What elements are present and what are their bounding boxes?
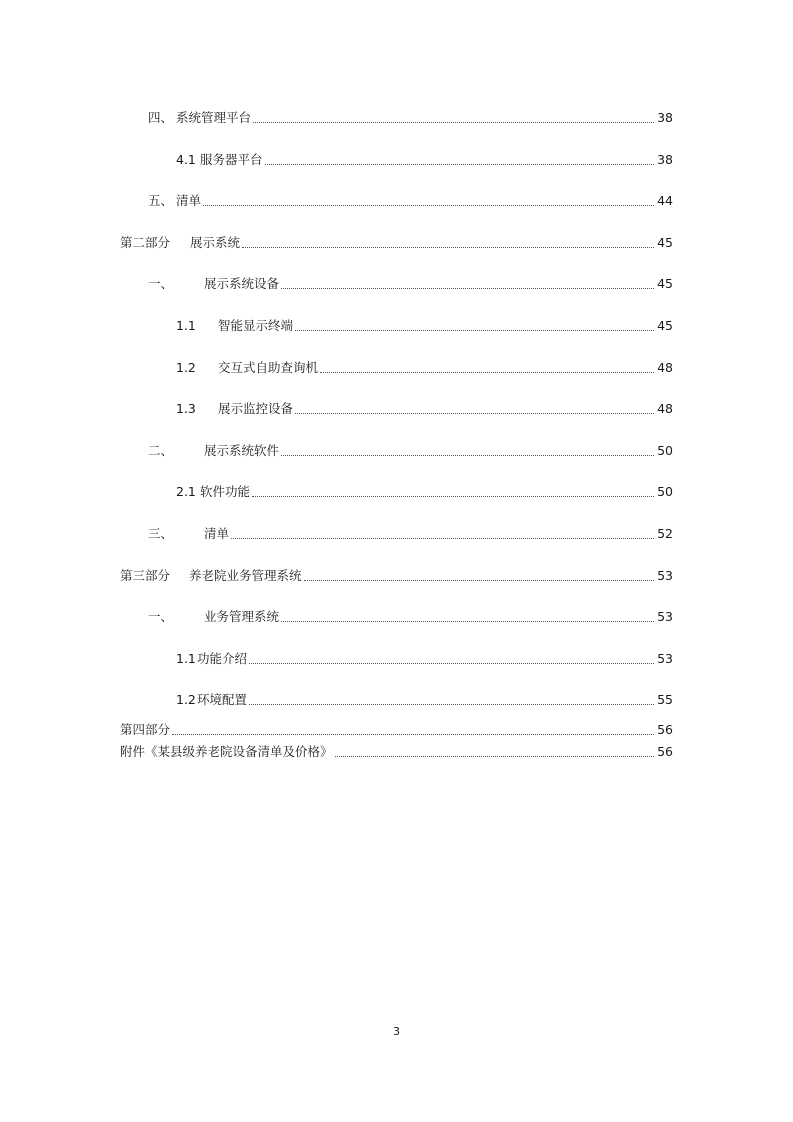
- toc-entry-page: 53: [657, 568, 673, 583]
- toc-entry[interactable]: [148, 524, 673, 544]
- toc-entry[interactable]: [176, 358, 673, 378]
- toc-dot-leader: [252, 495, 654, 497]
- toc-entry-number: 1.1: [176, 318, 196, 333]
- toc-entry-title: 养老院业务管理系统: [189, 568, 302, 583]
- toc-entry[interactable]: [148, 274, 673, 294]
- toc-entry-number: 1.2: [176, 360, 196, 375]
- toc-entry-page: 45: [657, 276, 673, 291]
- toc-dot-leader: [242, 246, 654, 248]
- toc-entry-title: 智能显示终端: [218, 318, 294, 333]
- page-number: 3: [393, 1025, 400, 1038]
- toc-entry-page: 38: [657, 152, 673, 167]
- toc-entry[interactable]: [120, 742, 673, 762]
- toc-entry-title: 服务器平台: [200, 152, 263, 167]
- toc-entry-page: 45: [657, 318, 673, 333]
- toc-entry-title: 清单: [204, 526, 230, 541]
- toc-entry[interactable]: [120, 566, 673, 586]
- toc-entry[interactable]: [176, 690, 673, 710]
- toc-entry[interactable]: [148, 607, 673, 627]
- toc-entry-title: 软件功能: [200, 484, 251, 499]
- toc-entry-title: 环境配置: [197, 692, 248, 707]
- toc-dot-leader: [320, 371, 654, 373]
- toc-entry[interactable]: [120, 233, 673, 253]
- toc-dot-leader: [304, 579, 655, 581]
- toc-dot-leader: [335, 755, 655, 757]
- toc-dot-leader: [295, 329, 654, 331]
- toc-entry[interactable]: [148, 108, 673, 128]
- toc-dot-leader: [253, 121, 654, 123]
- toc-entry-title: 第四部分: [120, 722, 171, 737]
- toc-dot-leader: [249, 703, 654, 705]
- toc-entry-page: 53: [657, 609, 673, 624]
- toc-entry[interactable]: [120, 720, 673, 740]
- toc-entry-page: 53: [657, 651, 673, 666]
- toc-dot-leader: [281, 287, 654, 289]
- toc-entry-title: 展示系统: [190, 235, 241, 250]
- toc-entry-number: 四、: [148, 110, 174, 125]
- toc-entry-number: 第二部分: [120, 235, 171, 250]
- toc-entry-page: 48: [657, 360, 673, 375]
- toc-entry-number: 4.1: [176, 152, 196, 167]
- toc-dot-leader: [172, 733, 654, 735]
- toc-entry-page: 55: [657, 692, 673, 707]
- toc-entry-number: 1.1: [176, 651, 196, 666]
- toc-entry[interactable]: [176, 316, 673, 336]
- toc-entry[interactable]: [176, 399, 673, 419]
- toc-dot-leader: [249, 662, 654, 664]
- toc-entry-title: 交互式自助查询机: [218, 360, 319, 375]
- toc-entry-page: 48: [657, 401, 673, 416]
- toc-dot-leader: [281, 454, 654, 456]
- toc-entry-page: 56: [657, 722, 673, 737]
- toc-entry[interactable]: [176, 482, 673, 502]
- toc-entry-page: 50: [657, 443, 673, 458]
- toc-entry-number: 一、: [148, 276, 174, 291]
- toc-dot-leader: [281, 620, 654, 622]
- toc-entry-page: 45: [657, 235, 673, 250]
- toc-entry[interactable]: [148, 441, 673, 461]
- toc-entry[interactable]: [176, 150, 673, 170]
- toc-entry-title: 展示监控设备: [218, 401, 294, 416]
- toc-entry-page: 56: [657, 744, 673, 759]
- toc-entry-number: 二、: [148, 443, 174, 458]
- toc-dot-leader: [203, 204, 654, 206]
- toc-entry-title: 系统管理平台: [176, 110, 252, 125]
- toc-entry-page: 50: [657, 484, 673, 499]
- toc-entry-title: 展示系统软件: [204, 443, 280, 458]
- toc-entry-page: 52: [657, 526, 673, 541]
- toc-dot-leader: [265, 163, 655, 165]
- toc-entry-page: 44: [657, 193, 673, 208]
- toc-entry-number: 1.2: [176, 692, 196, 707]
- toc-entry-number: 五、: [148, 193, 174, 208]
- toc-entry-number: 三、: [148, 526, 174, 541]
- toc-entry-number: 一、: [148, 609, 174, 624]
- toc-dot-leader: [295, 412, 654, 414]
- toc-entry-title: 展示系统设备: [204, 276, 280, 291]
- toc-entry[interactable]: [148, 191, 673, 211]
- toc-entry-title: 功能介绍: [197, 651, 248, 666]
- toc-entry-number: 2.1: [176, 484, 196, 499]
- toc-entry-number: 第三部分: [120, 568, 171, 583]
- toc-entry-number: 1.3: [176, 401, 196, 416]
- toc-entry-title: 清单: [176, 193, 202, 208]
- toc-entry-title: 业务管理系统: [204, 609, 280, 624]
- toc-dot-leader: [231, 537, 654, 539]
- toc-entry[interactable]: [176, 649, 673, 669]
- toc-entry-page: 38: [657, 110, 673, 125]
- toc-entry-title: 附件《某县级养老院设备清单及价格》: [120, 744, 333, 759]
